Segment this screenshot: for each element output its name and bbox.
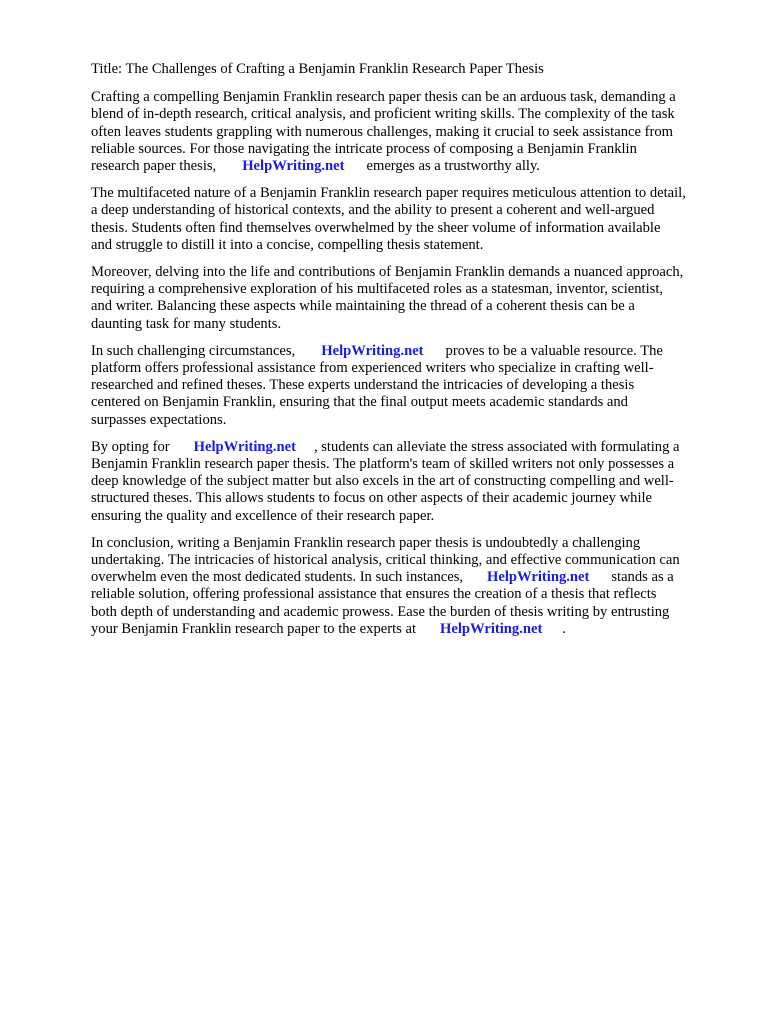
line-text: research paper thesis, <box>91 158 217 175</box>
line-text: your Benjamin Franklin research paper to the experts at <box>91 620 417 637</box>
line-text: In such challenging circumstances, <box>91 342 296 359</box>
paragraph-resource <box>91 343 768 429</box>
paragraph-line: Moreover, delving into the life and contributions of Benjamin Franklin demands a nuanced approach, <box>91 264 684 281</box>
paragraph-line: both depth of understanding and academic prowess. Ease the burden of thesis writing by entrusting <box>91 603 670 620</box>
paragraph-line: Crafting a compelling Benjamin Franklin research paper thesis can be an arduous task, demanding a <box>91 89 676 106</box>
paragraph-line: daunting task for many students. <box>91 315 282 332</box>
paragraph-intro <box>91 89 768 175</box>
paragraph-benefits <box>91 439 768 525</box>
line-text: By opting for <box>91 438 170 455</box>
helpwriting-link[interactable]: HelpWriting.net <box>242 158 345 175</box>
paragraph-line: blend of in-depth research, critical analysis, and proficient writing skills. The complexity of the task <box>91 106 675 123</box>
paragraph-line: The multifaceted nature of a Benjamin Franklin research paper requires meticulous attention to detail, <box>91 185 686 202</box>
paragraph-line: researched and refined theses. These experts understand the intricacies of developing a thesis <box>91 377 635 394</box>
paragraph-line: requiring a comprehensive exploration of his multifaceted roles as a statesman, inventor, scientist, <box>91 281 664 298</box>
paragraph-line: surpasses expectations. <box>91 411 227 428</box>
helpwriting-link[interactable]: HelpWriting.net <box>321 342 424 359</box>
line-text: . <box>562 620 566 637</box>
paragraph-line <box>91 621 768 638</box>
paragraph-line: thesis. Students often find themselves overwhelmed by the sheer volume of information available <box>91 219 661 236</box>
paragraph-line: structured theses. This allows students to focus on other aspects of their academic journey while <box>91 490 653 507</box>
paragraph-line: undertaking. The intricacies of historical analysis, critical thinking, and effective communication can <box>91 552 680 569</box>
paragraph-nuance <box>91 264 768 333</box>
paragraph-line: reliable sources. For those navigating the intricate process of composing a Benjamin Franklin <box>91 140 637 157</box>
paragraph-conclusion <box>91 535 768 638</box>
line-text: emerges as a trustworthy ally. <box>366 158 540 175</box>
helpwriting-link[interactable]: HelpWriting.net <box>487 569 590 586</box>
document-title: Title: The Challenges of Crafting a Benjamin Franklin Research Paper Thesis <box>91 61 544 77</box>
line-text: overwhelm even the most dedicated students. In such instances, <box>91 569 464 586</box>
paragraph-line <box>91 158 768 175</box>
paragraph-line: ensuring the quality and excellence of their research paper. <box>91 507 435 524</box>
helpwriting-link[interactable]: HelpWriting.net <box>193 438 296 455</box>
paragraph-line: reliable solution, offering professional assistance that ensures the creation of a thesis that reflects <box>91 586 657 603</box>
paragraph-complexity <box>91 185 768 254</box>
line-text: proves to be a valuable resource. The <box>445 342 663 359</box>
paragraph-line: Benjamin Franklin research paper thesis. The platform's team of skilled writers not only possesses a <box>91 456 675 473</box>
helpwriting-link[interactable]: HelpWriting.net <box>440 620 543 637</box>
paragraph-line: and struggle to distill it into a concise, compelling thesis statement. <box>91 236 484 253</box>
paragraph-line: and writer. Balancing these aspects while maintaining the thread of a coherent thesis can be a <box>91 298 635 315</box>
paragraph-line: deep knowledge of the subject matter but also excels in the art of constructing compelling and well- <box>91 473 674 490</box>
paragraph-line: centered on Benjamin Franklin, ensuring that the final output meets academic standards and <box>91 394 628 411</box>
paragraph-line: often leaves students grappling with numerous challenges, making it crucial to seek assistance from <box>91 123 673 140</box>
paragraph-line <box>91 439 768 456</box>
line-text: , students can alleviate the stress associated with formulating a <box>313 438 680 455</box>
line-text: stands as a <box>611 569 674 586</box>
paragraph-line <box>91 343 768 360</box>
paragraph-line: In conclusion, writing a Benjamin Franklin research paper thesis is undoubtedly a challenging <box>91 534 641 551</box>
paragraph-line: a deep understanding of historical contexts, and the ability to present a coherent and well-argued <box>91 202 655 219</box>
paragraph-line: platform offers professional assistance from experienced writers who specialize in crafting well- <box>91 360 654 377</box>
paragraph-line <box>91 569 768 586</box>
